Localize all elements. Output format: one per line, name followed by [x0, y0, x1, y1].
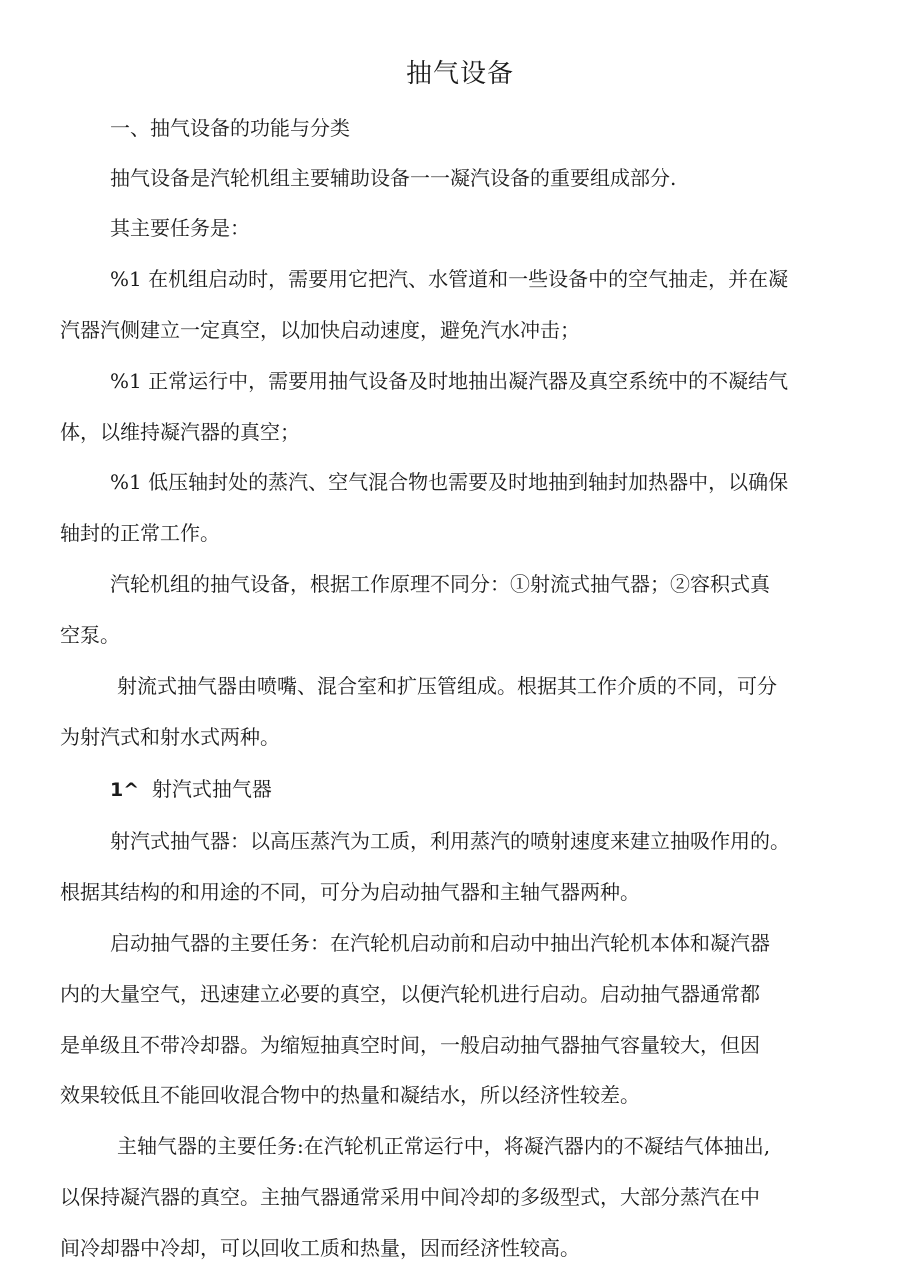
paragraph-line: 间冷却器中冷却，可以回收工质和热量，因而经济性较高。	[60, 1236, 580, 1260]
list-item-line: 汽器汽侧建立一定真空，以加快启动速度，避免汽水冲击；	[60, 318, 580, 342]
section-heading-2	[110, 774, 272, 805]
paragraph-line: 效果较低且不能回收混合物中的热量和凝结水，所以经济性较差。	[60, 1083, 640, 1107]
paragraph-line: 射流式抽气器由喷嘴、混合室和扩压管组成。根据其工作介质的不同，可分	[117, 674, 777, 698]
paragraph-line: 为射汽式和射水式两种。	[60, 725, 280, 749]
section-heading-text: 射汽式抽气器	[151, 777, 272, 801]
paragraph-line: 其主要任务是：	[110, 216, 250, 240]
paragraph-line: 主轴气器的主要任务:在汽轮机正常运行中，将凝汽器内的不凝结气体抽出,	[117, 1134, 771, 1158]
paragraph-line: 射汽式抽气器：以高压蒸汽为工质，利用蒸汽的喷射速度来建立抽吸作用的。	[110, 829, 790, 853]
paragraph-line: 启动抽气器的主要任务：在汽轮机启动前和启动中抽出汽轮机本体和凝汽器	[110, 931, 770, 955]
list-item-line: %1 正常运行中，需要用抽气设备及时地抽出凝汽器及真空系统中的不凝结气	[110, 369, 789, 393]
paragraph-line: 抽气设备是汽轮机组主要辅助设备一一凝汽设备的重要组成部分.	[110, 166, 677, 190]
list-item-line: %1 低压轴封处的蒸汽、空气混合物也需要及时地抽到轴封加热器中，以确保	[110, 470, 789, 494]
paragraph-line: 以保持凝汽器的真空。主抽气器通常采用中间冷却的多级型式，大部分蒸汽在中	[60, 1185, 760, 1209]
list-item-line: %1 在机组启动时，需要用它把汽、水管道和一些设备中的空气抽走，并在凝	[110, 267, 789, 291]
list-item-line: 体，以维持凝汽器的真空；	[60, 420, 300, 444]
section-heading-1: 一、抽气设备的功能与分类	[110, 116, 350, 140]
paragraph-line: 空泵。	[60, 623, 120, 647]
list-item-line: 轴封的正常工作。	[60, 521, 220, 545]
document-title: 抽气设备	[405, 59, 514, 89]
paragraph-line: 根据其结构的和用途的不同，可分为启动抽气器和主轴气器两种。	[60, 880, 640, 904]
section-number: 1^	[110, 779, 140, 801]
paragraph-line: 内的大量空气，迅速建立必要的真空，以便汽轮机进行启动。启动抽气器通常都	[60, 982, 760, 1006]
paragraph-line: 是单级且不带冷却器。为缩短抽真空时间，一般启动抽气器抽气容量较大，但因	[60, 1033, 760, 1057]
paragraph-line: 汽轮机组的抽气设备，根据工作原理不同分：①射流式抽气器；②容积式真	[110, 572, 770, 596]
